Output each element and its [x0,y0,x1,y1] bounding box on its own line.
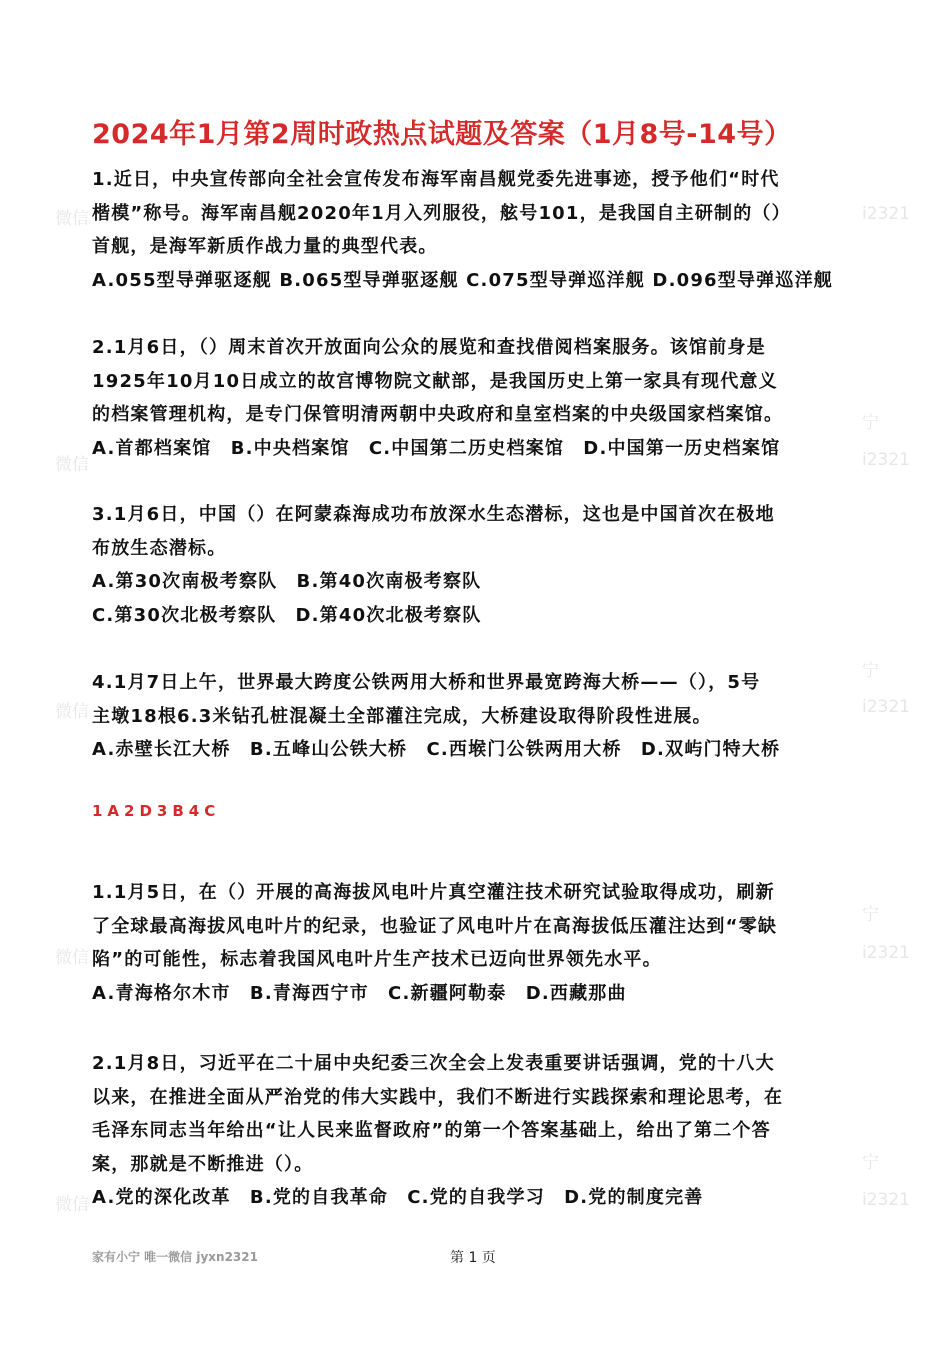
watermark: 宁 [862,1153,879,1173]
question-text-line: 案，那就是不断推进（）。 [92,1153,314,1175]
watermark: 微信 [55,702,89,722]
watermark: 微信 [55,455,89,475]
watermark: i2321 [862,943,910,963]
question-text-line: 1.近日，中央宣传部向全社会宣传发布海军南昌舰党委先进事迹，授予他们“时代 [92,169,780,190]
question-text-line: 以来，在推进全面从严治党的伟大实践中，我们不断进行实践探索和理论思考，在 [92,1086,784,1108]
watermark: i2321 [862,697,910,717]
question-options: A.055型导弹驱逐舰 B.065型导弹驱逐舰 C.075型导弹巡洋舰 D.096型导弹巡洋舰 [92,269,833,291]
question-text-line: 的档案管理机构，是专门保管明清两朝中央政府和皇室档案的中央级国家档案馆。 [92,404,784,425]
question-4 [92,666,867,767]
question-text-line: 楷模”称号。海军南昌舰2020年1月入列服役，舷号101，是我国自主研制的（） [92,202,791,224]
question-options: C.第30次北极考察队 D.第40次北极考察队 [92,604,482,626]
question-1 [92,163,867,297]
question-2 [92,331,867,465]
question-options: A.赤壁长江大桥 B.五峰山公铁大桥 C.西堠门公铁两用大桥 D.双屿门特大桥 [92,739,781,760]
question-options: A.首都档案馆 B.中央档案馆 C.中国第二历史档案馆 D.中国第一历史档案馆 [92,437,781,459]
question-options: A.青海格尔木市 B.青海西宁市 C.新疆阿勒泰 D.西藏那曲 [92,982,627,1004]
question-text-line: 布放生态潜标。 [92,537,227,559]
question-text-line: 3.1月6日，中国（）在阿蒙森海成功布放深水生态潜标，这也是中国首次在极地 [92,504,775,525]
question-options: A.党的深化改革 B.党的自我革命 C.党的自我学习 D.党的制度完善 [92,1187,704,1208]
question-options: A.第30次南极考察队 B.第40次南极考察队 [92,571,482,592]
question-text-line: 主墩18根6.3米钻孔桩混凝土全部灌注完成，大桥建设取得阶段性进展。 [92,705,712,727]
watermark: 微信 [55,209,89,229]
question-text-line: 1925年10月10日成立的故宫博物院文献部，是我国历史上第一家具有现代意义 [92,370,778,392]
watermark: 微信 [55,948,89,968]
question-text-line: 4.1月7日上午，世界最大跨度公铁两用大桥和世界最宽跨海大桥——（），5号 [92,672,761,693]
question-text-line: 陷”的可能性，标志着我国风电叶片生产技术已迈向世界领先水平。 [92,949,662,970]
watermark: 宁 [862,661,879,681]
question-text-line: 1.1月5日，在（）开展的高海拔风电叶片真空灌注技术研究试验取得成功，刷新 [92,882,775,903]
page-title: 2024年1月第2周时政热点试题及答案（1月8号-14号） [92,119,792,150]
question-text-line: 了全球最高海拔风电叶片的纪录，也验证了风电叶片在高海拔低压灌注达到“零缺 [92,915,778,937]
question-text-line: 首舰，是海军新质作战力量的典型代表。 [92,236,438,257]
watermark: i2321 [862,450,910,470]
watermark: i2321 [862,1190,910,1210]
question-text-line: 2.1月8日，习近平在二十届中央纪委三次全会上发表重要讲话强调，党的十八大 [92,1053,775,1074]
answer-key: 1A2D3B4C [92,802,221,820]
watermark: 微信 [55,1195,89,1215]
question-3 [92,498,867,632]
question-1-part2 [92,876,867,1010]
footer-watermark: 家有小宁 唯一微信 jyxn2321 [92,1250,258,1264]
watermark: 宁 [862,905,879,925]
watermark: i2321 [862,204,910,224]
question-2-part2 [92,1047,867,1215]
question-text-line: 2.1月6日，（）周末首次开放面向公众的展览和查找借阅档案服务。该馆前身是 [92,337,766,358]
question-text-line: 毛泽东同志当年给出“让人民来监督政府”的第一个答案基础上，给出了第二个答 [92,1120,771,1141]
page-number: 第 1 页 [450,1250,496,1266]
watermark: 宁 [862,413,879,433]
